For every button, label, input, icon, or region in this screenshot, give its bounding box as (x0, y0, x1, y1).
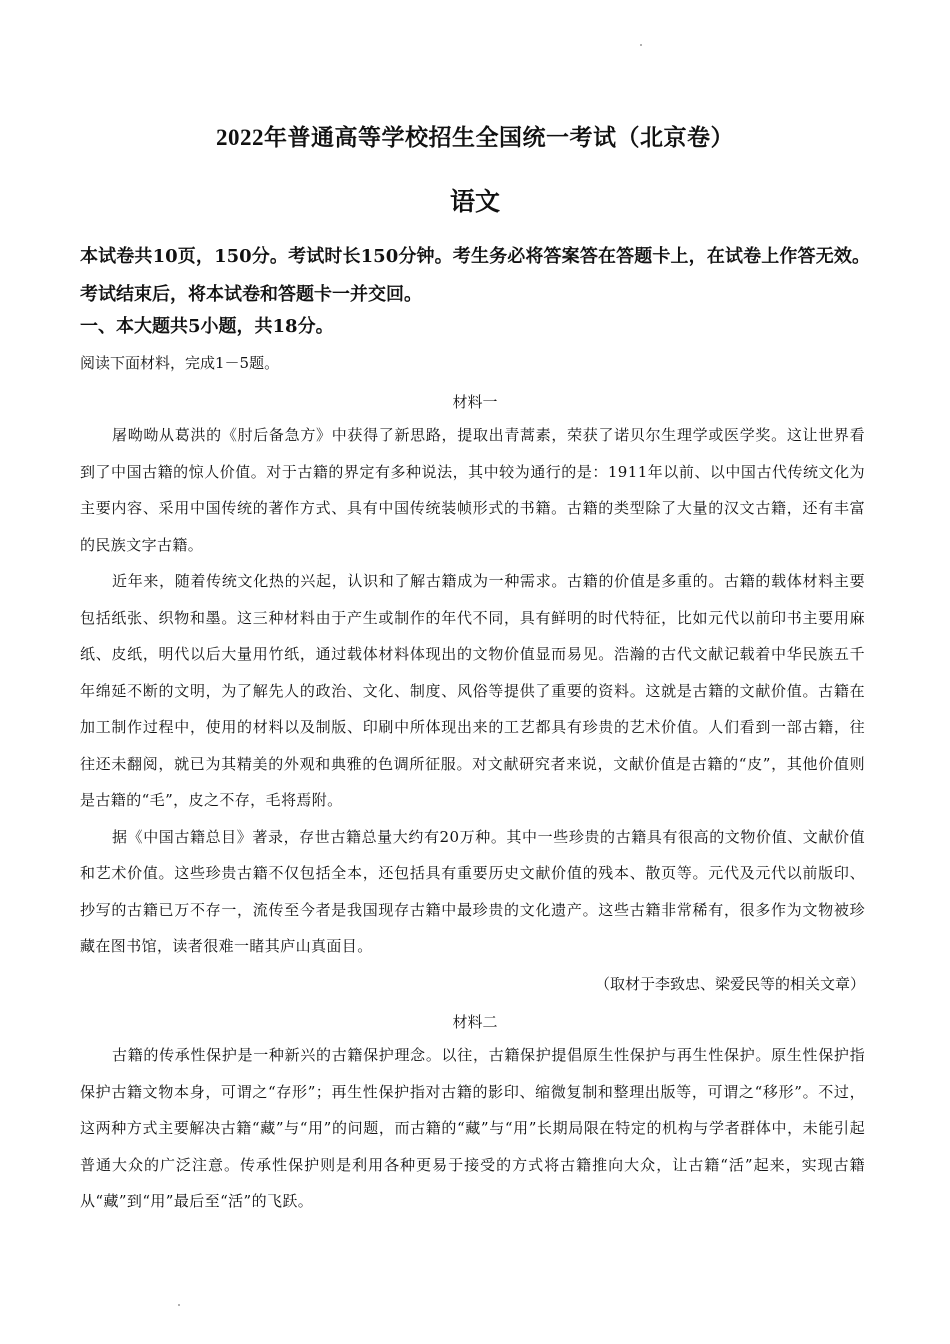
material-1-paragraph: 屠呦呦从葛洪的《肘后备急方》中获得了新思路，提取出青蒿素，荣获了诺贝尔生理学或医学奖。这让世界看到了中国古籍的惊人价值。对于古籍的界定有多种说法，其中较为通行的是：1911年以前、以中国古代传统文化为主要内容、采用中国传统的著作方式、具有中国传统装帧形式的书籍。古籍的类型除了大量的汉文古籍，还有丰富的民族文字古籍。 (80, 426, 865, 554)
material-2-title: 材料二 (452, 1013, 498, 1031)
reading-instruction: 阅读下面材料，完成1－5题。 (80, 354, 280, 372)
material-1-body (80, 417, 865, 965)
material-1-title: 材料一 (452, 393, 498, 411)
exam-instructions: 本试卷共10页，150分。考试时长150分钟。考生务必将答案答在答题卡上，在试卷上作答无效。考试结束后，将本试卷和答题卡一并交回。 (80, 246, 870, 305)
material-1-paragraph: 近年来，随着传统文化热的兴起，认识和了解古籍成为一种需求。古籍的价值是多重的。古籍的载体材料主要包括纸张、织物和墨。这三种材料由于产生或制作的年代不同，具有鲜明的时代特征，比如元代以前印书主要用麻纸、皮纸，明代以后大量用竹纸，通过载体材料体现出的文物价值显而易见。浩瀚的古代文献记载着中华民族五千年绵延不断的文明，为了解先人的政治、文化、制度、风俗等提供了重要的资料。这就是古籍的文献价值。古籍在加工制作过程中，使用的材料以及制版、印刷中所体现出来的工艺都具有珍贵的艺术价值。人们看到一部古籍，往往还未翻阅，就已为其精美的外观和典雅的色调所征服。对文献研究者来说，文献价值是古籍的“皮”，其他价值则是古籍的“毛”，皮之不存，毛将焉附。 (80, 572, 865, 809)
scan-dot (178, 1304, 180, 1306)
exam-title: 2022年普通高等学校招生全国统一考试（北京卷） (216, 125, 734, 150)
material-2-paragraph: 古籍的传承性保护是一种新兴的古籍保护理念。以往，古籍保护提倡原生性保护与再生性保护。原生性保护指保护古籍文物本身，可谓之“存形”；再生性保护指对古籍的影印、缩微复制和整理出版等，可谓之“移形”。不过，这两种方式主要解决古籍“藏”与“用”的问题，而古籍的“藏”与“用”长期局限在特定的机构与学者群体中，未能引起普通大众的广泛注意。传承性保护则是利用各种更易于接受的方式将古籍推向大众，让古籍“活”起来，实现古籍从“藏”到“用”最后至“活”的飞跃。 (80, 1046, 865, 1210)
material-1-paragraph: 据《中国古籍总目》著录，存世古籍总量大约有20万种。其中一些珍贵的古籍具有很高的文物价值、文献价值和艺术价值。这些珍贵古籍不仅包括全本，还包括具有重要历史文献价值的残本、散页等。元代及元代以前版印、抄写的古籍已万不存一，流传至今者是我国现存古籍中最珍贵的文化遗产。这些古籍非常稀有，很多作为文物被珍藏在图书馆，读者很难一睹其庐山真面目。 (80, 827, 865, 955)
section-heading: 一、本大题共5小题，共18分。 (80, 316, 334, 337)
material-2-body (80, 1037, 865, 1220)
scan-dot (640, 44, 642, 46)
subject-title: 语文 (449, 187, 500, 216)
material-1-source: （取材于李致忠、梁爱民等的相关文章） (594, 975, 865, 993)
